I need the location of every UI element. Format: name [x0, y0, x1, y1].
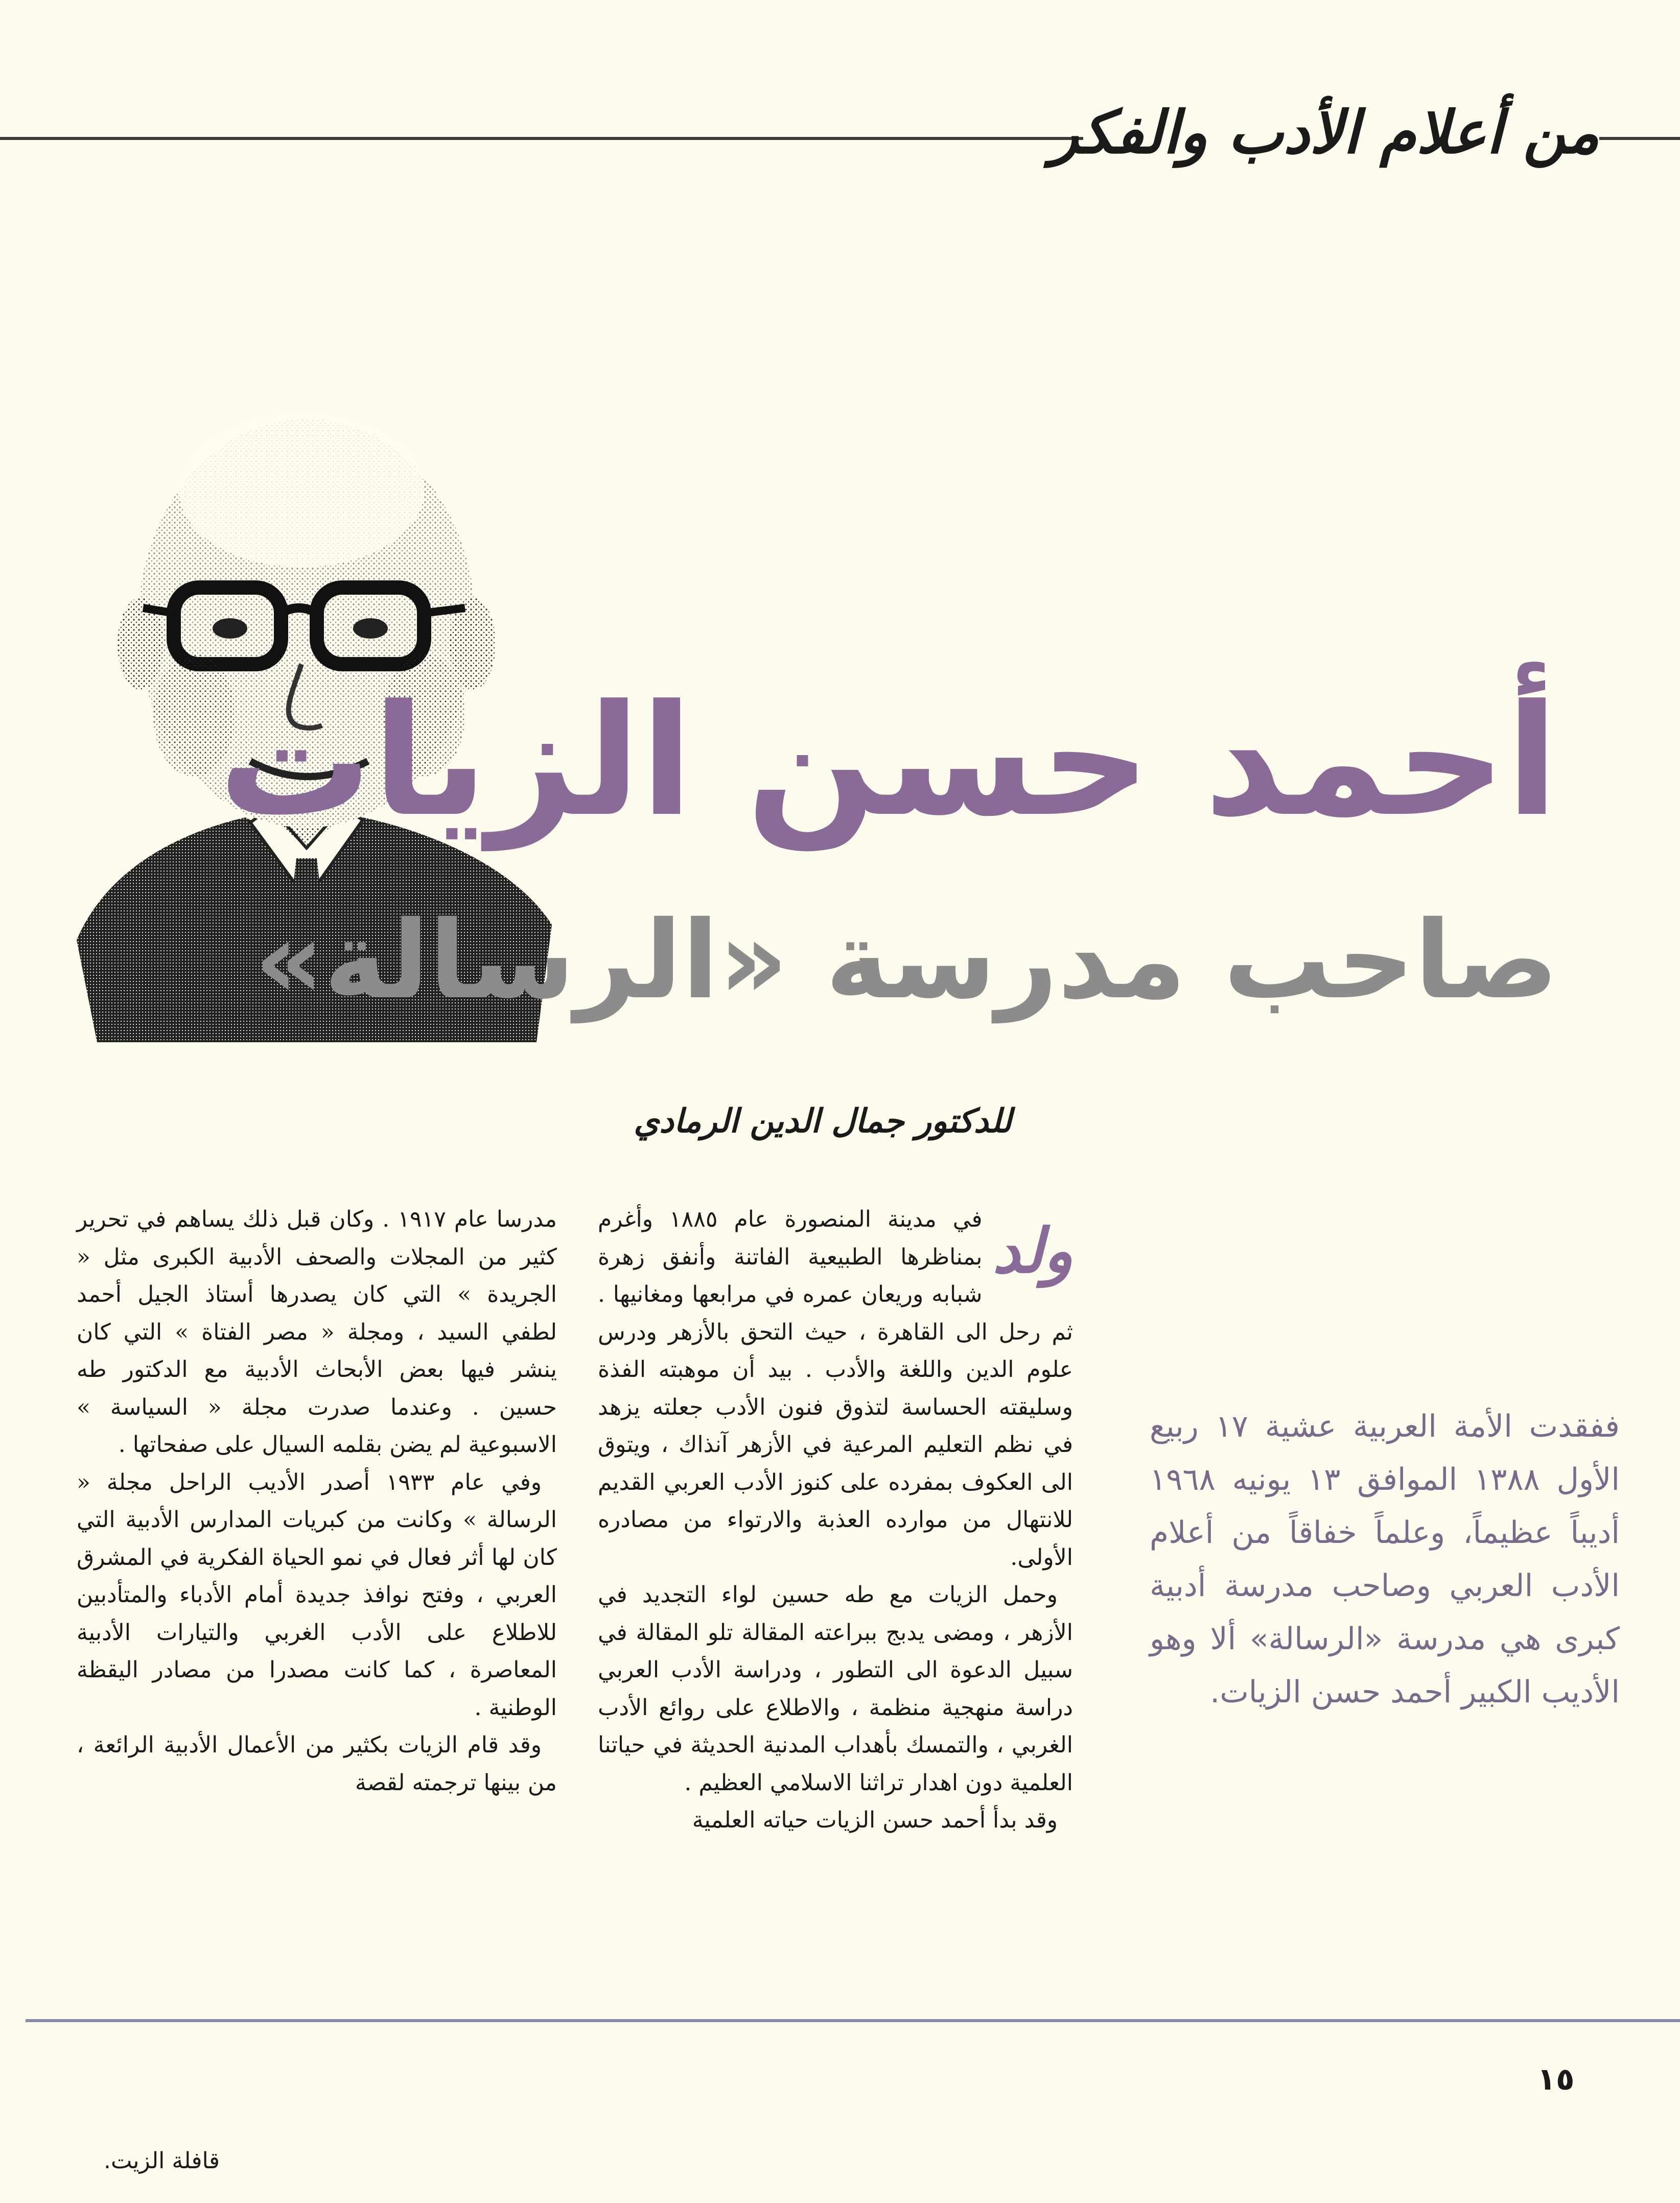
paragraph: في مدينة المنصورة عام ١٨٨٥ وأغرم بمناظرها الطبيعية الفاتنة وأنفق زهرة شبابه وريعان عمره في مرابعها ومغانيها . ثم رحل الى القاهرة ، حيث التحق بالأزهر ودرس علوم الدين واللغة والأدب . بيد أن موهبته الفذة وسليقته الحساسة لتذوق فنون الأدب جعلته يزهد في نظم التعليم المرعية في الأزهر آنذاك ، ويتوق الى العكوف بمفرده على كنوز الأدب العربي القديم للانتهال من موارده العذبة والارتواء من مصادره الأولى.: [598, 1206, 1073, 1571]
header-rule-left: [0, 137, 1083, 140]
source-credit: قافلة الزيت.: [104, 2148, 220, 2174]
body-column-left: [77, 1201, 557, 1801]
paragraph: وقد قام الزيات بكثير من الأعمال الأدبية الرائعة ، من بينها ترجمته لقصة: [77, 1732, 557, 1796]
section-title: من أعلام الأدب والفكر: [1050, 99, 1599, 167]
drop-cap: ولد: [992, 1216, 1073, 1287]
page-number: ١٥: [1537, 2061, 1575, 2097]
paragraph: وقد بدأ أحمد حسن الزيات حياته العلمية: [692, 1807, 1058, 1833]
article-subtitle: صاحب مدرسة «الرسالة»: [254, 898, 1558, 1023]
paragraph: مدرسا عام ١٩١٧ . وكان قبل ذلك يساهم في تحرير كثير من المجلات والصحف الأدبية الكبرى مثل « الجريدة » التي كان يصدرها أستاذ الجيل أحمد لطفي السيد ، ومجلة « مصر الفتاة » التي كان ينشر فيها بعض الأبحاث الأدبية مع الدكتور طه حسين . وعندما صدرت مجلة « السياسة » الاسبوعية لم يضن بقلمه السيال على صفحاتها .: [77, 1206, 557, 1458]
article-title: أحمد حسن الزيات: [218, 672, 1558, 850]
pull-quote: ففقدت الأمة العربية عشية ١٧ ربيع الأول ١٣٨٨ الموافق ١٣ يونيه ١٩٦٨ أديباً عظيماً، وعلماً خفاقاً من أعلام الأدب العربي وصاحب مدرسة أدبية كبرى هي مدرسة «الرسالة» ألا وهو الأديب الكبير أحمد حسن الزيات.: [1150, 1409, 1620, 1710]
header-rule-right: [1599, 137, 1680, 140]
article-author: للدكتور جمال الدين الرمادي: [634, 1102, 1012, 1140]
footer-rule: [26, 2019, 1680, 2022]
body-column-right: [598, 1201, 1073, 1839]
paragraph: وحمل الزيات مع طه حسين لواء التجديد في الأزهر ، ومضى يدبج ببراعته المقالة تلو المقالة في سبيل الدعوة الى التطور ، ودراسة الأدب العربي دراسة منهجية منظمة ، والاطلاع على روائع الأدب الغربي ، والتمسك بأهداب المدنية الحديثة في حياتنا العلمية دون اهدار تراثنا الاسلامي العظيم .: [598, 1582, 1073, 1796]
paragraph: وفي عام ١٩٣٣ أصدر الأديب الراحل مجلة « الرسالة » وكانت من كبريات المدارس الأدبية التي كان لها أثر فعال في نمو الحياة الفكرية في المشرق العربي ، وفتح نوافذ جديدة أمام الأدباء والمتأدبين للاطلاع على الأدب الغربي والتيارات الأدبية المعاصرة ، كما كانت مصدرا من مصادر اليقظة الوطنية .: [77, 1469, 557, 1721]
